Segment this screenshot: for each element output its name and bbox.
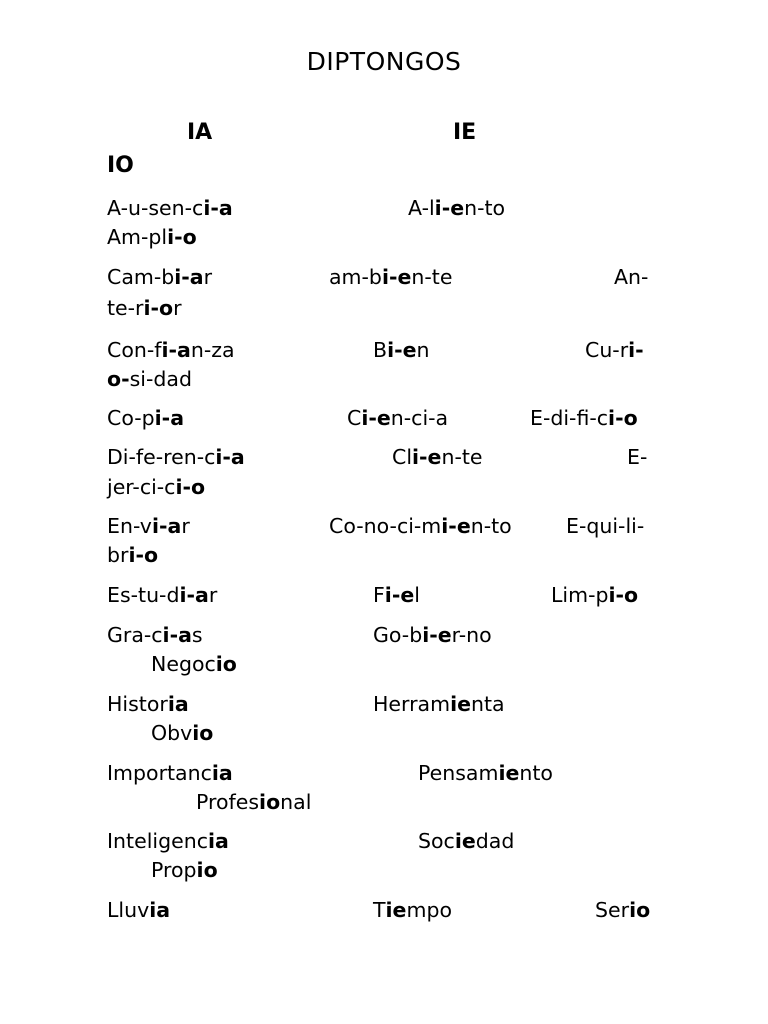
row-12 (107, 896, 170, 925)
word-ie: A-li-en-to (408, 196, 506, 220)
word-ie: Go-bi-er-no (373, 623, 492, 647)
row-10-ie (418, 759, 553, 788)
word-io-end: jer-ci-ci-o (107, 475, 206, 499)
word-io: Negocio (151, 652, 237, 676)
row-2 (107, 263, 212, 292)
row-12-ie (373, 896, 452, 925)
row-2-io (614, 263, 648, 292)
row-3-wrap (107, 365, 192, 394)
row-6-io (566, 512, 644, 541)
row-4-io (530, 404, 638, 433)
word-ie: Herramienta (373, 692, 505, 716)
header-ia: IA (187, 120, 213, 145)
word-io-end: bri-o (107, 543, 159, 567)
word-ia: Importancia (107, 761, 233, 785)
word-ie: am-bi-en-te (329, 265, 453, 289)
word-io-end: o-si-dad (107, 367, 192, 391)
word-ia: Lluvia (107, 898, 171, 922)
row-8-ie (373, 621, 492, 650)
row-8 (107, 621, 203, 650)
word-ie: Fi-el (373, 583, 420, 607)
row-11-ie (418, 827, 514, 856)
row-7-ie (373, 581, 420, 610)
row-7 (107, 581, 217, 610)
word-ie: Ci-en-ci-a (347, 406, 449, 430)
row-6-wrap (107, 541, 158, 570)
row-12-io (595, 896, 650, 925)
row-5-wrap (107, 473, 205, 502)
row-6-ie (329, 512, 512, 541)
word-ie: Co-no-ci-mi-en-to (329, 514, 512, 538)
word-ie: Bi-en (373, 338, 430, 362)
row-1-io (107, 223, 197, 252)
row-9-ie (373, 690, 505, 719)
row-7-io (551, 581, 638, 610)
row-2-wrap (107, 294, 182, 323)
row-10-io (196, 788, 311, 817)
row-1 (107, 194, 233, 223)
page-title: DIPTONGOS (306, 47, 462, 76)
row-5 (107, 443, 245, 472)
header-io: IO (107, 153, 134, 178)
word-ia: Historia (107, 692, 189, 716)
header-ie: IE (453, 120, 477, 145)
word-ia: A-u-sen-ci-a (107, 196, 233, 220)
word-ia: Con-fi-an-za (107, 338, 235, 362)
word-io: Serio (595, 898, 651, 922)
word-ie: Sociedad (418, 829, 515, 853)
row-10 (107, 759, 233, 788)
row-11 (107, 827, 229, 856)
word-ie: Cli-en-te (392, 445, 483, 469)
row-4-ie (347, 404, 448, 433)
word-io: Profesional (196, 790, 312, 814)
word-io-end: te-ri-or (107, 296, 182, 320)
row-9 (107, 690, 189, 719)
word-ia: Inteligencia (107, 829, 229, 853)
word-ia: En-vi-ar (107, 514, 190, 538)
row-2-ie (329, 263, 452, 292)
word-io-start: E-qui-li- (566, 514, 645, 538)
word-io: Propio (151, 858, 218, 882)
word-ia: Cam-bi-ar (107, 265, 213, 289)
row-5-io (627, 443, 647, 472)
word-ia: Es-tu-di-ar (107, 583, 218, 607)
row-4 (107, 404, 184, 433)
word-ia: Di-fe-ren-ci-a (107, 445, 245, 469)
row-3-io (585, 336, 644, 365)
word-io-start: Cu-ri- (585, 338, 644, 362)
row-1-ie (408, 194, 505, 223)
word-ie: Tiempo (373, 898, 452, 922)
word-ia: Gra-ci-as (107, 623, 203, 647)
row-11-io (151, 856, 218, 885)
row-6 (107, 512, 190, 541)
word-io: E-di-fi-ci-o (530, 406, 638, 430)
word-io: Obvio (151, 721, 214, 745)
word-ia: Co-pi-a (107, 406, 185, 430)
word-io-start: E- (627, 445, 648, 469)
row-3 (107, 336, 235, 365)
row-5-ie (392, 443, 483, 472)
row-9-io (151, 719, 213, 748)
word-io-start: An- (614, 265, 649, 289)
row-8-io (151, 650, 237, 679)
row-3-ie (373, 336, 430, 365)
word-io: Am-pli-o (107, 225, 197, 249)
word-io: Lim-pi-o (551, 583, 639, 607)
word-ie: Pensamiento (418, 761, 553, 785)
